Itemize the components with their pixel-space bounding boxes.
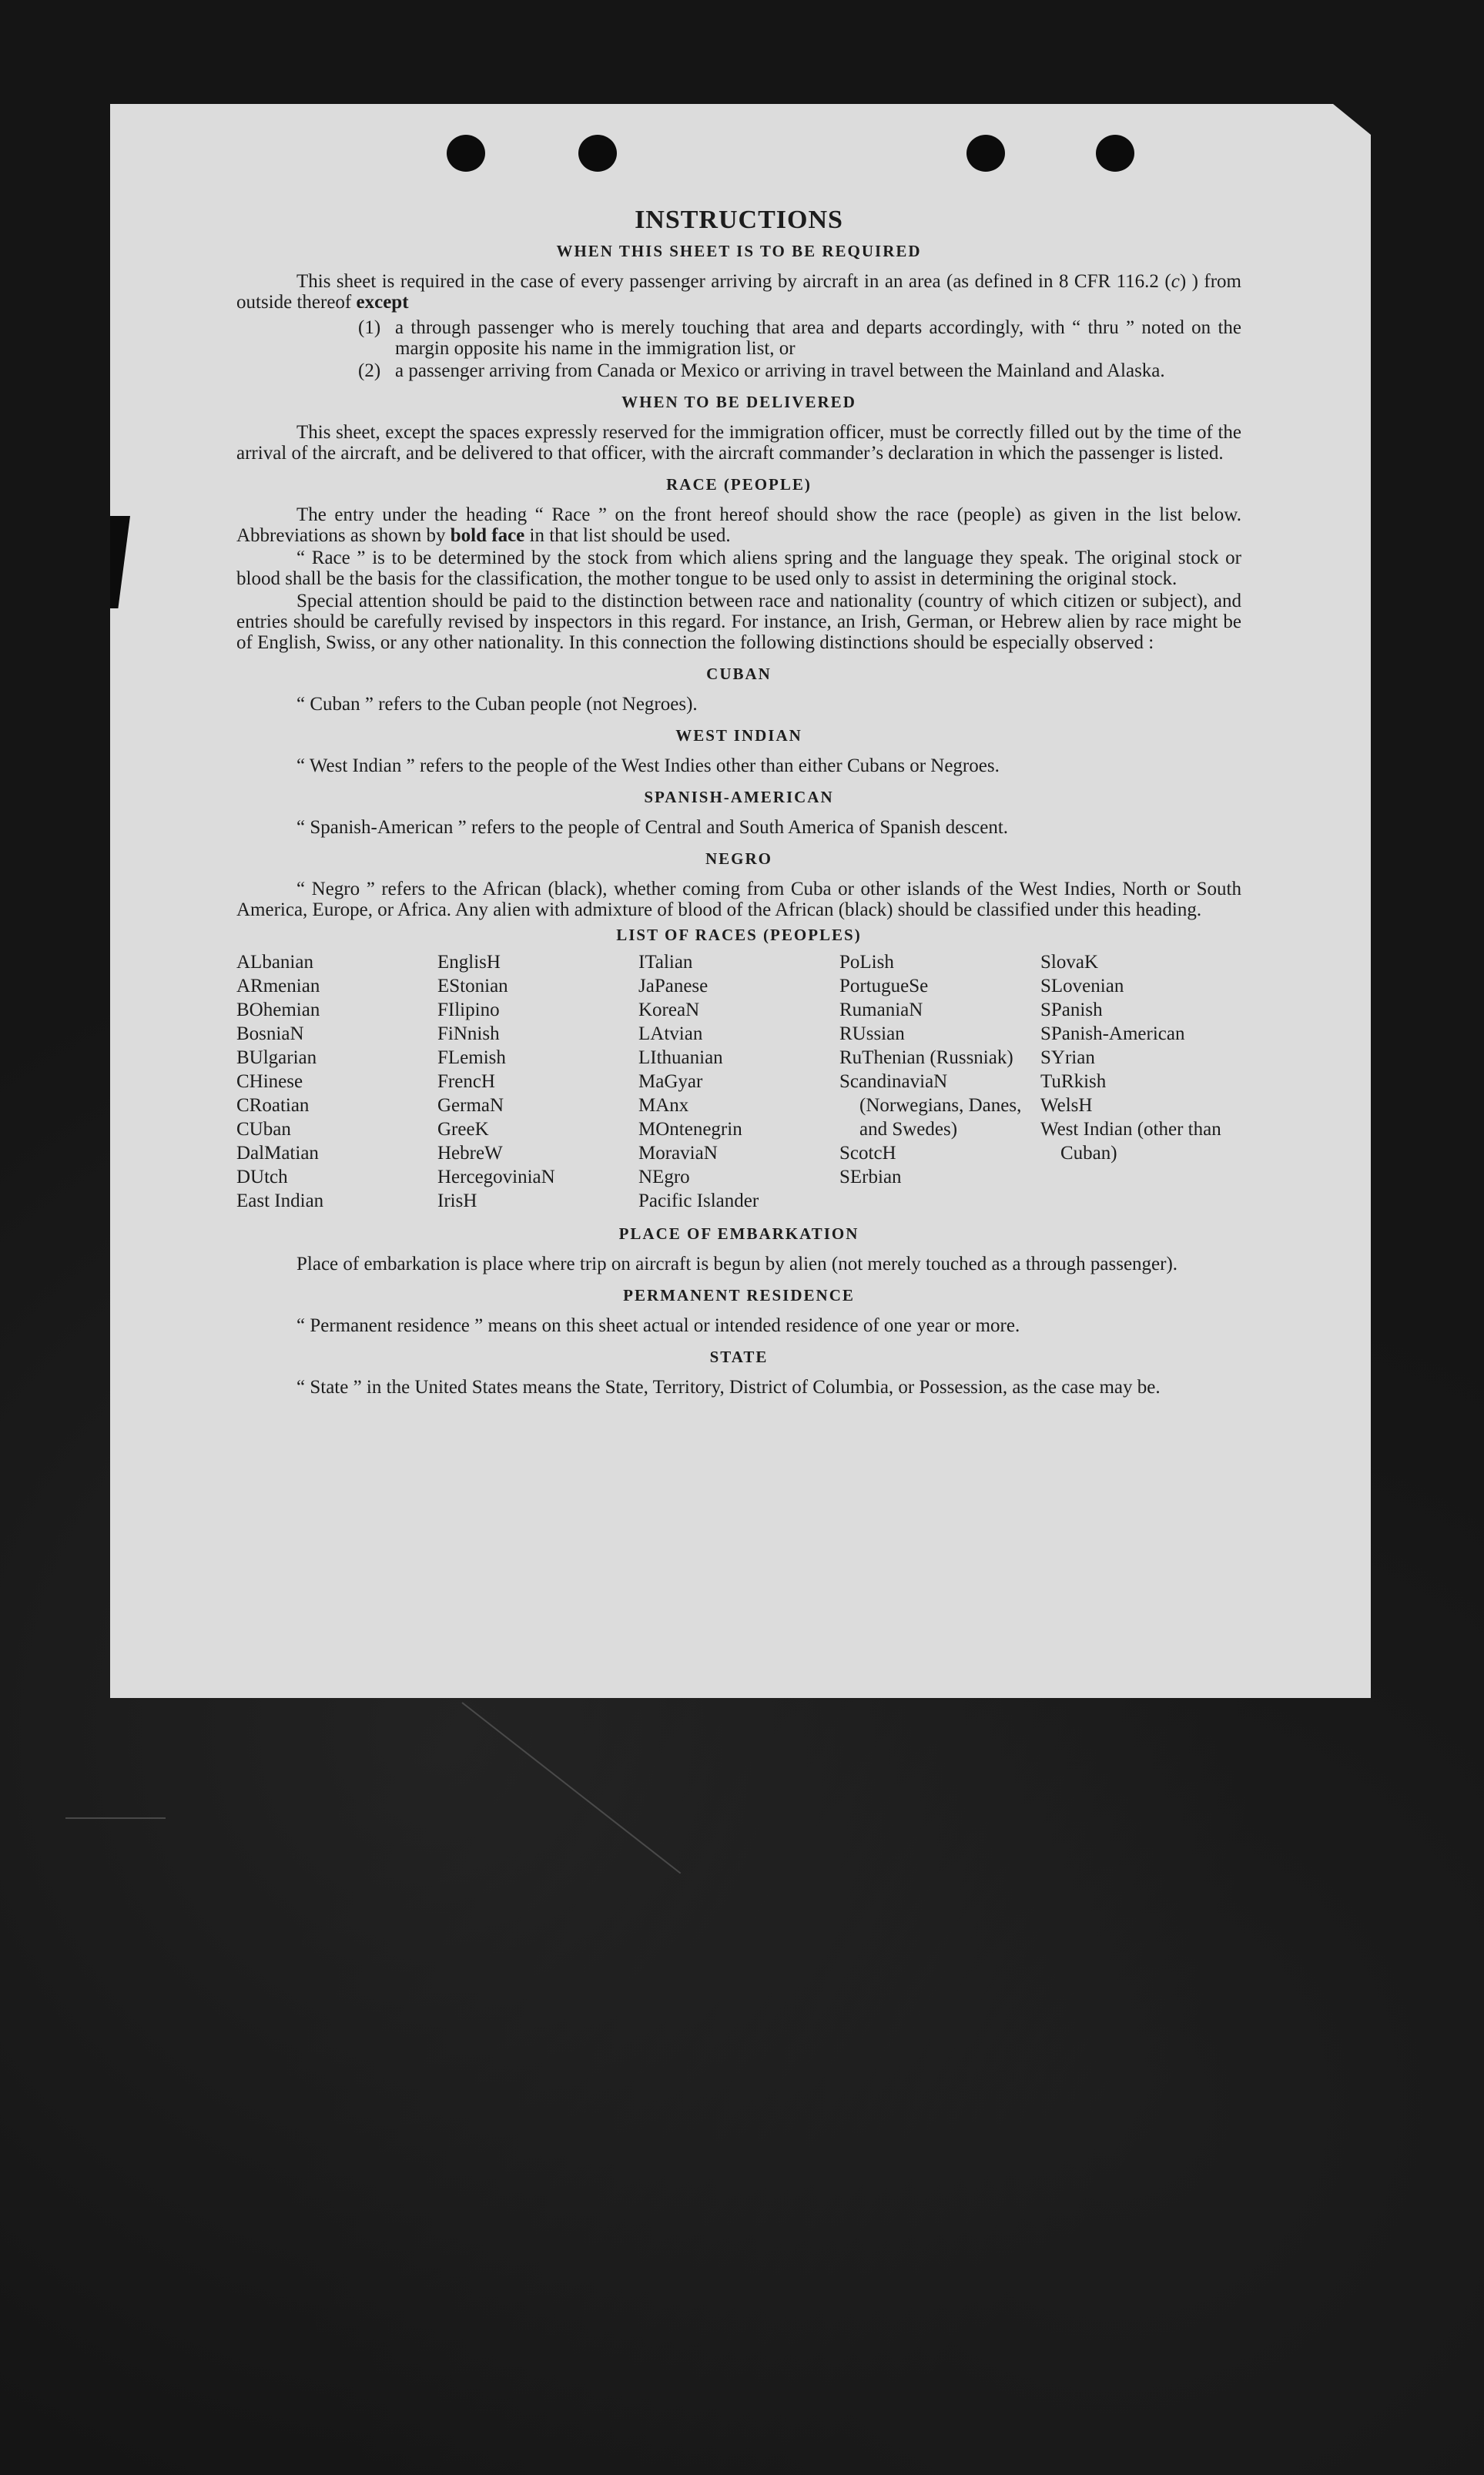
paragraph-spanish-american: “ Spanish-American ” refers to the people of Central and South America of Spanish descent. xyxy=(296,817,1009,838)
race-entry: SLovenian xyxy=(1040,976,1124,996)
races-column-1 xyxy=(236,950,437,1213)
race-entry: GreeK xyxy=(437,1119,489,1140)
paragraph-west-indian: “ West Indian ” refers to the people of the West Indies other than either Cubans or Negroes. xyxy=(296,755,1000,776)
races-column-3 xyxy=(638,950,839,1213)
race-entry: HebreW xyxy=(437,1143,503,1164)
race-entry: NEgro xyxy=(638,1167,690,1187)
paragraph-negro: “ Negro ” refers to the African (black), whether coming from Cuba or other islands of the West Indies, North or South America, Europe, or Africa. Any alien with admixture of blood of the African (black) should be classified under this heading. xyxy=(236,879,1241,920)
punch-hole xyxy=(966,135,1005,172)
race-entry: HercegoviniaN xyxy=(437,1167,555,1187)
race-entry: ALbanian xyxy=(236,952,313,973)
heading-race: RACE (PEOPLE) xyxy=(666,475,812,494)
race-entry: GermaN xyxy=(437,1095,504,1116)
heading-state: STATE xyxy=(709,1348,769,1366)
race-entry: MOntenegrin xyxy=(638,1119,742,1140)
race-entry: SYrian xyxy=(1040,1047,1095,1068)
race-entry: BOhemian xyxy=(236,1000,320,1020)
exception-item-1: (1) a through passenger who is merely touching that area and departs accordingly, with “ thru ” noted on the margin opposite his name in the immigration list, or xyxy=(358,317,1241,359)
race-entry: MoraviaN xyxy=(638,1143,718,1164)
race-entry: DUtch xyxy=(236,1167,288,1187)
race-entry: TuRkish xyxy=(1040,1071,1107,1092)
heading-delivered: WHEN TO BE DELIVERED xyxy=(621,393,856,411)
heading-list-of-races: LIST OF RACES (PEOPLES) xyxy=(616,926,862,944)
punch-hole xyxy=(578,135,617,172)
race-entry: RuThenian (Russniak) xyxy=(839,1047,1013,1068)
paragraph-race-1: The entry under the heading “ Race ” on the front hereof should show the race (people) as given in the list below. Abbreviations as shown by bold face in that list should be used. xyxy=(236,504,1241,546)
race-entry: FIlipino xyxy=(437,1000,500,1020)
race-entry: FrencH xyxy=(437,1071,495,1092)
race-entry: FiNnish xyxy=(437,1023,500,1044)
race-entry: ScotcH xyxy=(839,1143,896,1164)
race-entry: MAnx xyxy=(638,1095,689,1116)
race-entry: WelsH xyxy=(1040,1095,1093,1116)
race-entry: SPanish-American xyxy=(1040,1023,1185,1044)
races-column-4 xyxy=(839,950,1040,1213)
heading-permanent-residence: PERMANENT RESIDENCE xyxy=(623,1286,855,1304)
race-entry: Pacific Islander xyxy=(638,1191,759,1211)
film-scratch xyxy=(65,1817,166,1819)
race-entry: West Indian (other than Cuban) xyxy=(1040,1119,1221,1164)
paragraph-cuban: “ Cuban ” refers to the Cuban people (not Negroes). xyxy=(296,694,698,715)
race-entry: SPanish xyxy=(1040,1000,1103,1020)
page-title: INSTRUCTIONS xyxy=(635,206,843,234)
race-entry: CRoatian xyxy=(236,1095,310,1116)
heading-west-indian: WEST INDIAN xyxy=(675,726,802,745)
heading-required: WHEN THIS SHEET IS TO BE REQUIRED xyxy=(556,242,922,260)
races-list xyxy=(236,950,1241,1213)
race-entry: LAtvian xyxy=(638,1023,703,1044)
paragraph-embarkation: Place of embarkation is place where trip on aircraft is begun by alien (not merely touched as a through passenger). xyxy=(296,1254,1178,1274)
heading-negro: NEGRO xyxy=(705,849,772,868)
race-entry: KoreaN xyxy=(638,1000,700,1020)
race-entry: LIthuanian xyxy=(638,1047,723,1068)
race-entry: RumaniaN xyxy=(839,1000,923,1020)
paragraph-delivered: This sheet, except the spaces expressly reserved for the immigration officer, must be correctly filled out by the time of the arrival of the aircraft, and be delivered to that officer, with the aircraft commander’s declaration in which the passenger is listed. xyxy=(236,422,1241,464)
punch-hole xyxy=(447,135,485,172)
race-entry: IrisH xyxy=(437,1191,477,1211)
race-entry: BosniaN xyxy=(236,1023,304,1044)
race-entry: EStonian xyxy=(437,976,508,996)
paragraph-race-3: Special attention should be paid to the distinction between race and nationality (country of which citizen or subject), and entries should be carefully revised by inspectors in this regard. For instance, an Irish, German, or Hebrew alien by race might be of English, Swiss, or any other nationality. In this connection the following distinctions should be especially observed : xyxy=(236,591,1241,653)
race-entry: CUban xyxy=(236,1119,291,1140)
race-entry: DalMatian xyxy=(236,1143,319,1164)
race-entry: ScandinaviaN (Norwegians, Danes, and Swedes) xyxy=(839,1071,1022,1140)
paragraph-required: This sheet is required in the case of every passenger arriving by aircraft in an area (as defined in 8 CFR 116.2 (c) ) from outside thereof except xyxy=(236,271,1241,313)
paragraph-race-2: “ Race ” is to be determined by the stock from which aliens spring and the language they speak. The original stock or blood shall be the basis for the classification, the mother tongue to be used only to assist in determining the original stock. xyxy=(236,548,1241,589)
heading-cuban: CUBAN xyxy=(706,665,772,683)
paragraph-permanent-residence: “ Permanent residence ” means on this sheet actual or intended residence of one year or more. xyxy=(296,1315,1020,1336)
races-column-5 xyxy=(1040,950,1241,1213)
race-entry: East Indian xyxy=(236,1191,324,1211)
race-entry: PortugueSe xyxy=(839,976,929,996)
instructions-text xyxy=(236,206,1241,1399)
race-entry: PoLish xyxy=(839,952,894,973)
race-entry: ARmenian xyxy=(236,976,320,996)
race-entry: JaPanese xyxy=(638,976,709,996)
heading-spanish-american: SPANISH-AMERICAN xyxy=(644,788,834,806)
race-entry: BUlgarian xyxy=(236,1047,317,1068)
race-entry: EnglisH xyxy=(437,952,501,973)
heading-embarkation: PLACE OF EMBARKATION xyxy=(618,1224,859,1243)
paragraph-state: “ State ” in the United States means the State, Territory, District of Columbia, or Possession, as the case may be. xyxy=(296,1377,1161,1398)
race-entry: ITalian xyxy=(638,952,693,973)
race-entry: RUssian xyxy=(839,1023,905,1044)
race-entry: SlovaK xyxy=(1040,952,1098,973)
race-entry: CHinese xyxy=(236,1071,303,1092)
races-column-2 xyxy=(437,950,638,1213)
punch-hole xyxy=(1096,135,1134,172)
race-entry: MaGyar xyxy=(638,1071,703,1092)
exception-item-2: (2) a passenger arriving from Canada or Mexico or arriving in travel between the Mainland and Alaska. xyxy=(358,360,1165,381)
race-entry: FLemish xyxy=(437,1047,506,1068)
race-entry: SErbian xyxy=(839,1167,902,1187)
